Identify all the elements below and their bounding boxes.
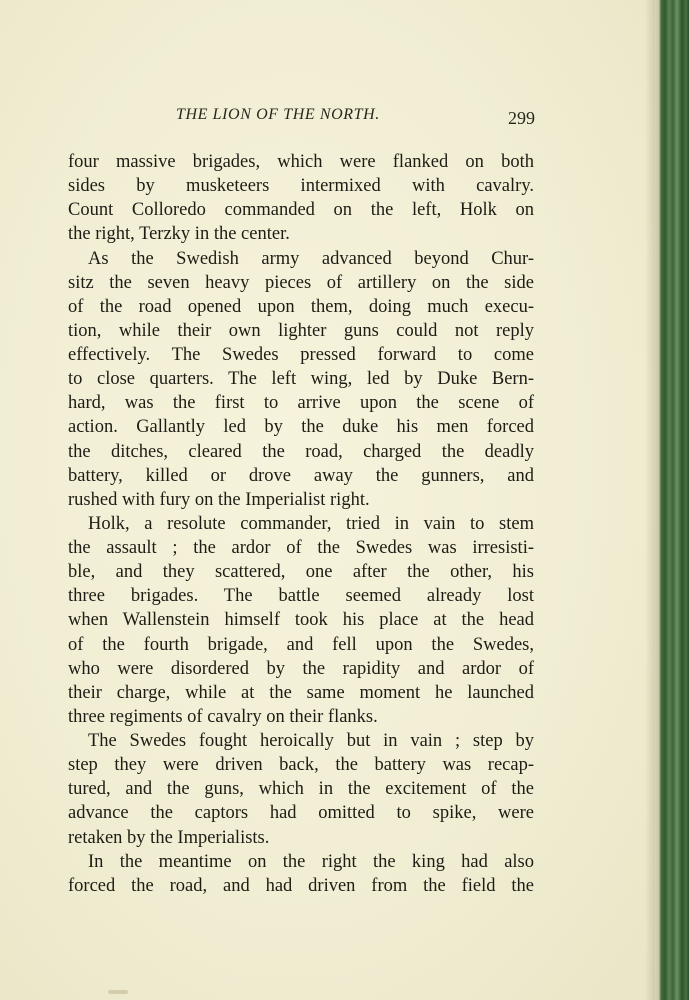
text-line: In the meantime on the right the king had also [88,851,534,872]
text-line: tured, and the guns, which in the excitement of the [68,779,534,800]
text-line: three brigades. The battle seemed already lost [68,586,534,607]
text-line: when Wallenstein himself took his place at the head [68,610,534,631]
text-line: step they were driven back, the battery was recap- [68,755,534,776]
text-line: who were disordered by the rapidity and ardor of [68,658,534,679]
text-line: As the Swedish army advanced beyond Chur- [88,248,534,269]
text-line: the assault ; the ardor of the Swedes was irresisti- [68,538,534,558]
text-line: battery, killed or drove away the gunners, and [68,465,534,486]
text-line: their charge, while at the same moment he launched [68,682,534,703]
text-line: action. Gallantly led by the duke his men forced [68,417,534,438]
text-line: sides by musketeers intermixed with cavalry. [68,176,534,197]
text-line: Holk, a resolute commander, tried in vain to stem [88,513,534,534]
text-line: tion, while their own lighter guns could not reply [68,320,534,341]
running-title: THE LION OF THE NORTH. [176,106,380,123]
page-header [68,104,535,132]
page-number: 299 [508,108,535,128]
text-line: ble, and they scattered, one after the other, his [68,562,534,583]
page-smudge [108,990,128,994]
text-line: hard, was the first to arrive upon the scene of [68,393,534,414]
book-binding-edge [655,0,689,1000]
text-line: of the fourth brigade, and fell upon the Swedes, [68,634,534,655]
text-line: Count Colloredo commanded on the left, Holk on [68,200,534,221]
text-line: effectively. The Swedes pressed forward to come [68,345,534,365]
text-line: the ditches, cleared the road, charged the deadly [68,441,534,462]
text-line: advance the captors had omitted to spike, were [68,803,534,824]
body-text [68,150,534,898]
text-line: three regiments of cavalry on their flanks. [68,706,378,727]
text-line: sitz the seven heavy pieces of artillery on the side [68,272,534,293]
text-line: forced the road, and had driven from the field the [68,875,534,896]
text-line: to close quarters. The left wing, led by Duke Bern- [68,369,534,390]
gutter-shadow [645,0,655,1000]
text-line: of the road opened upon them, doing much execu- [68,296,534,317]
text-line: rushed with fury on the Imperialist right. [68,489,370,510]
text-line: four massive brigades, which were flanked on both [68,152,534,172]
text-line: retaken by the Imperialists. [68,827,270,848]
text-line: the right, Terzky in the center. [68,224,290,245]
text-line: The Swedes fought heroically but in vain ; step by [88,731,534,751]
